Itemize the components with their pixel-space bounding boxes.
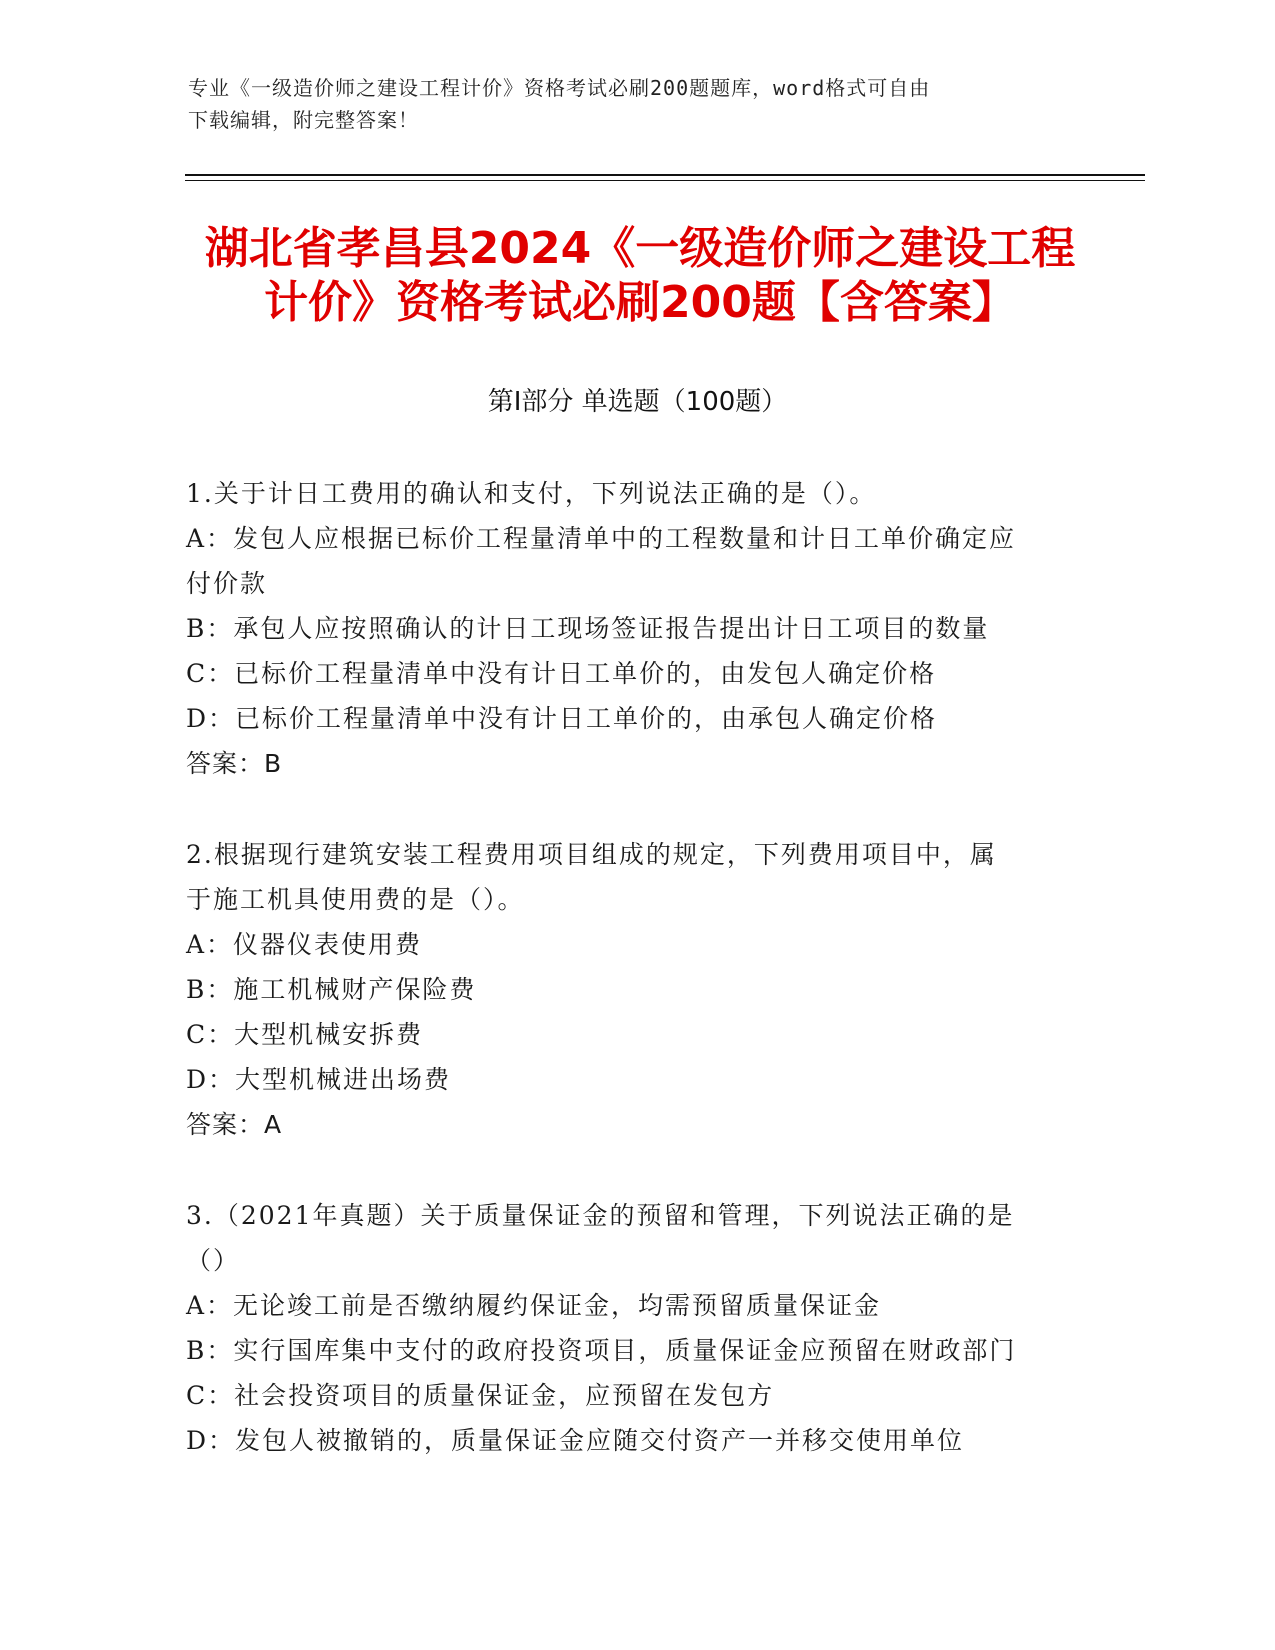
question-stem-continued: （） [186, 1246, 241, 1275]
question-1 [186, 471, 1076, 786]
question-stem: 3.（2021年真题）关于质量保证金的预留和管理，下列说法正确的是 [186, 1201, 1015, 1230]
option-a: A：发包人应根据已标价工程量清单中的工程数量和计日工单价确定应 [186, 524, 1017, 553]
question-list [186, 471, 1076, 1509]
option-c: C：大型机械安拆费 [186, 1020, 424, 1049]
question-stem: 1.关于计日工费用的确认和支付，下列说法正确的是（）。 [186, 479, 877, 508]
question-stem-continued: 于施工机具使用费的是（）。 [186, 885, 525, 914]
document-title [160, 222, 1120, 330]
option-a-continued: 付价款 [186, 569, 268, 598]
option-c: C：已标价工程量清单中没有计日工单价的，由发包人确定价格 [186, 659, 937, 688]
question-stem: 2.根据现行建筑安装工程费用项目组成的规定，下列费用项目中，属 [186, 840, 997, 869]
header-divider-thin [185, 180, 1145, 181]
document-title-line-2: 计价》资格考试必刷200题【含答案】 [264, 277, 1016, 328]
header-divider-thick [185, 174, 1145, 176]
answer: 答案：A [186, 1110, 283, 1139]
header-note [188, 72, 1088, 136]
option-c: C：社会投资项目的质量保证金，应预留在发包方 [186, 1381, 775, 1410]
question-3 [186, 1193, 1076, 1463]
option-d: D：大型机械进出场费 [186, 1065, 452, 1094]
document-title-line-1: 湖北省孝昌县2024《一级造价师之建设工程 [204, 223, 1076, 274]
option-b: B：承包人应按照确认的计日工现场签证报告提出计日工项目的数量 [186, 614, 990, 643]
option-b: B：实行国库集中支付的政府投资项目，质量保证金应预留在财政部门 [186, 1336, 1017, 1365]
option-b: B：施工机械财产保险费 [186, 975, 477, 1004]
header-note-line-1: 专业《一级造价师之建设工程计价》资格考试必刷200题题库，word格式可自由 [188, 76, 931, 100]
question-2 [186, 832, 1076, 1147]
answer: 答案：B [186, 749, 283, 778]
header-note-line-2: 下载编辑，附完整答案！ [188, 108, 419, 132]
option-d: D：已标价工程量清单中没有计日工单价的，由承包人确定价格 [186, 704, 938, 733]
option-a: A：无论竣工前是否缴纳履约保证金，均需预留质量保证金 [186, 1291, 882, 1320]
option-d: D：发包人被撤销的，质量保证金应随交付资产一并移交使用单位 [186, 1426, 965, 1455]
option-a: A：仪器仪表使用费 [186, 930, 423, 959]
section-heading: 第Ⅰ部分 单选题（100题） [487, 387, 788, 417]
